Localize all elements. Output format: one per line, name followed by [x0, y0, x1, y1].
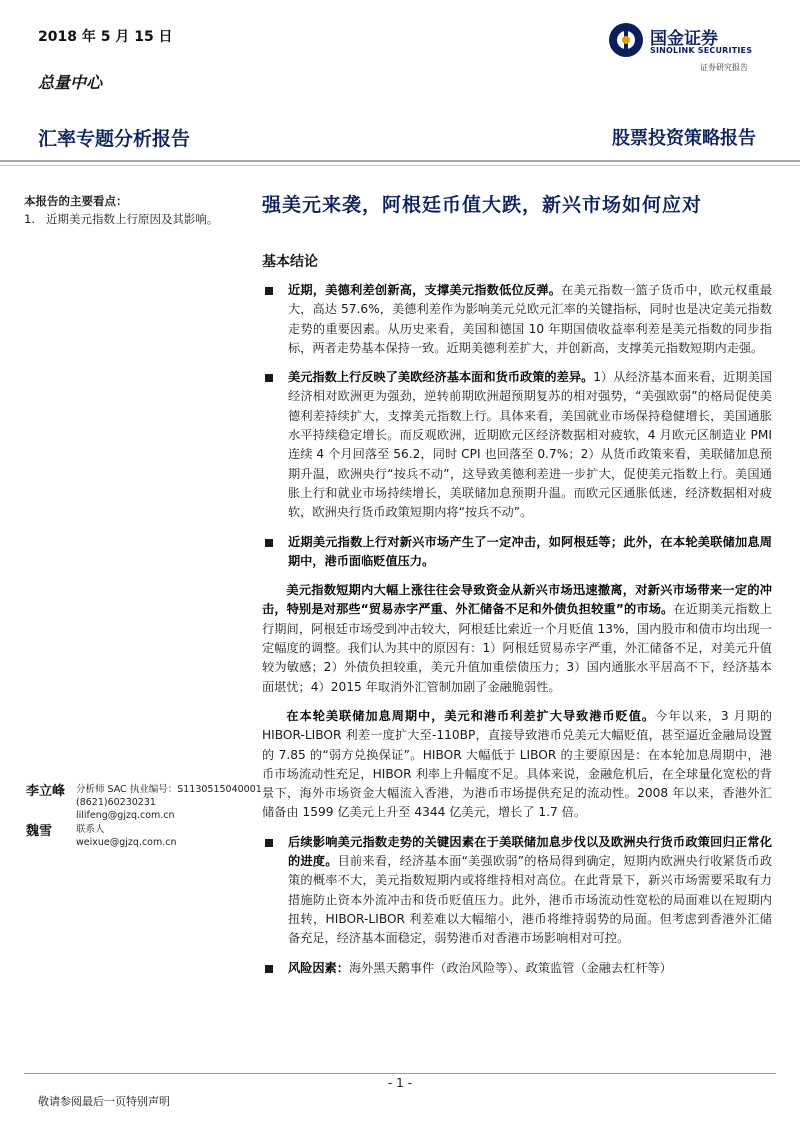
key-points-title: 本报告的主要看点：: [24, 194, 128, 208]
paragraph-body: 在美元指数一篮子货币中，欧元权重最大，高达 57.6%，美德利差作为影响美元兑欧元汇率的关键指标，同时也是决定美元指数走势的重要因素。从历史来看，美国和德国 10 年期国债收益率利差是美元指数的同步指标，两者走势基本保持一致。近期美德利差扩大，并创新高，支撑美元指数短期内走强。: [288, 283, 773, 355]
paragraph-lead: 美元指数短期内大幅上涨往往会导致资金从新兴市场迅速撤离，对新兴市场带来一定的冲击，特别是对那些“贸易赤字严重、外汇储备不足和外债负担较重”的市场。: [262, 583, 772, 617]
conclusion-paragraph-1: [262, 281, 772, 358]
analyst-info: [76, 783, 262, 822]
page-number: - 1 -: [388, 1076, 412, 1090]
square-bullet-icon: [265, 374, 273, 382]
paragraph-body: 海外黑天鹅事件（政治风险等）、政策监管（金融去杠杆等）: [348, 960, 672, 975]
paragraph-lead: 在本轮美联储加息周期中，美元和港币利差扩大导致港币贬值。: [286, 708, 656, 723]
square-bullet-icon: [265, 965, 273, 973]
paragraph-lead: 近期美元指数上行对新兴市场产生了一定冲击，如阿根廷等；此外，在本轮美联储加息周期中，港币面临贬值压力。: [288, 534, 772, 568]
conclusion-paragraph-4: [262, 581, 772, 697]
logo-text-en: SINOLINK SECURITIES: [650, 46, 753, 55]
report-title: 强美元来袭，阿根廷币值大跌，新兴市场如何应对: [262, 194, 703, 216]
department: 总量中心: [38, 73, 103, 92]
key-point-item: 1. 近期美元指数上行原因及其影响。: [24, 212, 219, 226]
logo-subtitle: 证券研究报告: [700, 63, 748, 72]
analyst-phone: (8621)60230231: [76, 797, 156, 808]
analyst-email: lilifeng@gjzq.com.cn: [76, 810, 175, 821]
contact-name: 魏雪: [26, 824, 53, 839]
footer-divider: [24, 1073, 776, 1074]
conclusion-paragraph-3: [262, 533, 772, 572]
logo-text-cn: 国金证券: [650, 29, 718, 49]
analyst-sac-id: 分析师 SAC 执业编号：S1130515040001: [76, 784, 262, 795]
conclusion-paragraph-5: [262, 707, 772, 823]
paragraph-lead: 风险因素：: [288, 960, 349, 975]
risk-factors: [262, 959, 772, 978]
paragraph-body: 1）从经济基本面来看，近期美国经济相对欧洲更为强劲，逆转前期欧洲超预期复苏的相对强势，“美强欧弱”的格局促使美德利差持续扩大，支撑美元指数上行。具体来看，美国就业市场保持稳健增长，美国通胀水平持续稳定增长。而反观欧洲，近期欧元区经济数据相对疲软，4 月欧元区制造业 PMI 连续 4 个月回落至 56.2，同时 CPI 也回落至 0.7%；2）从货币政策来看，美联储加息预期升温，欧洲央行“按兵不动”，这导致美德利差进一步扩大，促使美元指数上行。美国通胀上行和就业市场持续增长，美联储加息预期升温。而欧元区通胀低迷，经济数据相对疲软，欧洲央行货币政策短期内将“按兵不动”。: [288, 370, 772, 520]
report-date: 2018 年 5 月 15 日: [38, 29, 173, 45]
contact-info: [76, 823, 177, 849]
conclusion-paragraph-2: [262, 368, 772, 522]
disclaimer-note: 敬请参阅最后一页特别声明: [38, 1095, 170, 1108]
key-points-sidebar: [24, 192, 234, 228]
header-divider: [0, 160, 800, 162]
paragraph-lead: 美元指数上行反映了美欧经济基本面和货币政策的差异。: [288, 370, 594, 385]
paragraph-body: 今年以来，3 月期的 HIBOR-LIBOR 利差一度扩大至-110BP，直接导致港币兑美元大幅贬值，甚至逼近金融局设置的 7.85 的“弱方兑换保证”。HIBOR 大幅低于 LIBOR 的主要原因是：在本轮加息周期中，港币市场流动性充足，HIBOR 利率上升幅度不足。具体来说，金融危机后，在全球量化宽松的背景下，海外市场资金大幅流入香港，为港币市场提供充足的流动性。2008 年以来，香港外汇储备由 1599 亿美元上升至 4344 亿美元，增长了 1.7 倍。: [262, 708, 773, 820]
contact-email: weixue@gjzq.com.cn: [76, 837, 177, 848]
square-bullet-icon: [265, 539, 273, 547]
square-bullet-icon: [265, 287, 273, 295]
square-bullet-icon: [265, 839, 273, 847]
paragraph-lead: 后续影响美元指数走势的关键因素在于美联储加息步伐以及欧洲央行货币政策回归正常化的进度。: [288, 834, 772, 869]
sinolink-logo-icon: [608, 22, 644, 58]
section-heading: 基本结论: [262, 254, 318, 270]
paragraph-lead: 近期，美德利差创新高，支撑美元指数低位反弹。: [288, 283, 562, 297]
main-content: [262, 190, 772, 978]
report-category: 股票投资策略报告: [612, 128, 756, 149]
conclusion-paragraph-6: [262, 833, 772, 949]
report-type: 汇率专题分析报告: [38, 128, 191, 150]
paragraph-body: 目前来看，经济基本面“美强欧弱”的格局得到确定，短期内欧洲央行收紧货币政策的概率不大，美元指数短期内或将维持相对高位。在此背景下，新兴市场需要采取有力措施防止资本外流冲击和货币贬值压力。此外，港币市场流动性宽松的局面难以在短期内扭转，HIBOR-LIBOR 利差难以大幅缩小，港币将维持弱势的局面。但考虑到香港外汇储备充足，经济基本面稳定，弱势港币对香港市场影响相对可控。: [288, 854, 773, 946]
paragraph-body: 在近期美元指数上行期间，阿根廷市场受到冲击较大，阿根廷比索近一个月贬值 13%，国内股市和债市均出现一定幅度的调整。我们认为其中的原因有：1）阿根廷贸易赤字严重，外汇储备不足，对美元升值较为敏感；2）外债负担较重，美元升值加重偿债压力；3）国内通胀水平居高不下，经济基本面堪忧；4）2015 年取消外汇管制加剧了金融脆弱性。: [262, 602, 772, 694]
header-divider-thin: [0, 165, 800, 166]
contact-role: 联系人: [76, 824, 105, 835]
analyst-name: 李立峰: [26, 784, 66, 799]
